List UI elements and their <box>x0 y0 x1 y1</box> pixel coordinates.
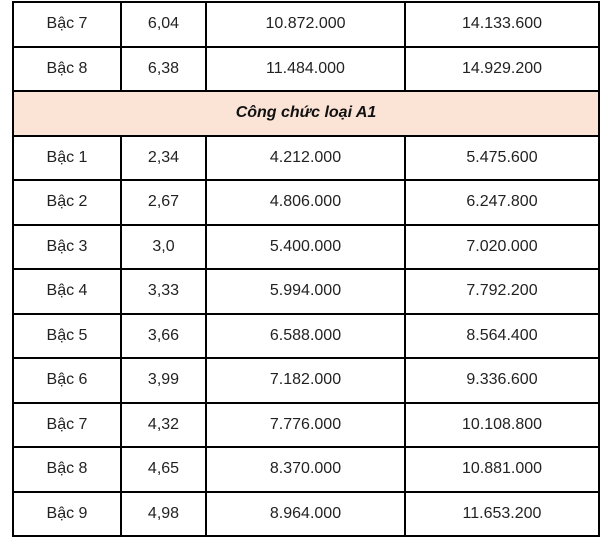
coefficient-cell: 4,32 <box>121 403 206 448</box>
coefficient-cell: 4,98 <box>121 492 206 537</box>
salary-current-cell: 5.994.000 <box>206 269 405 314</box>
table-row <box>13 225 599 270</box>
grade-cell: Bậc 5 <box>13 314 121 359</box>
coefficient-cell: 6,38 <box>121 47 206 92</box>
coefficient-cell: 3,33 <box>121 269 206 314</box>
table-row <box>13 136 599 181</box>
grade-cell: Bậc 6 <box>13 358 121 403</box>
salary-table <box>12 1 600 537</box>
grade-cell: Bậc 3 <box>13 225 121 270</box>
salary-new-cell: 7.792.200 <box>405 269 599 314</box>
grade-cell: Bậc 8 <box>13 447 121 492</box>
table-row <box>13 2 599 47</box>
grade-cell: Bậc 8 <box>13 47 121 92</box>
salary-new-cell: 8.564.400 <box>405 314 599 359</box>
grade-cell: Bậc 2 <box>13 180 121 225</box>
table-row <box>13 492 599 537</box>
salary-current-cell: 7.182.000 <box>206 358 405 403</box>
table-row <box>13 47 599 92</box>
salary-current-cell: 8.370.000 <box>206 447 405 492</box>
grade-cell: Bậc 4 <box>13 269 121 314</box>
group-header-a1: Công chức loại A1 <box>13 91 599 136</box>
table-row <box>13 180 599 225</box>
salary-new-cell: 10.108.800 <box>405 403 599 448</box>
salary-new-cell: 10.881.000 <box>405 447 599 492</box>
salary-current-cell: 11.484.000 <box>206 47 405 92</box>
salary-new-cell: 5.475.600 <box>405 136 599 181</box>
salary-current-cell: 10.872.000 <box>206 2 405 47</box>
salary-current-cell: 4.212.000 <box>206 136 405 181</box>
coefficient-cell: 3,0 <box>121 225 206 270</box>
salary-new-cell: 7.020.000 <box>405 225 599 270</box>
salary-table-container <box>12 1 598 537</box>
table-row <box>13 447 599 492</box>
group-header-row <box>13 91 599 136</box>
coefficient-cell: 3,99 <box>121 358 206 403</box>
salary-new-cell: 14.133.600 <box>405 2 599 47</box>
table-row <box>13 403 599 448</box>
coefficient-cell: 3,66 <box>121 314 206 359</box>
salary-current-cell: 8.964.000 <box>206 492 405 537</box>
grade-cell: Bậc 7 <box>13 2 121 47</box>
table-row <box>13 314 599 359</box>
salary-new-cell: 6.247.800 <box>405 180 599 225</box>
coefficient-cell: 2,67 <box>121 180 206 225</box>
table-row <box>13 269 599 314</box>
grade-cell: Bậc 7 <box>13 403 121 448</box>
salary-new-cell: 11.653.200 <box>405 492 599 537</box>
salary-current-cell: 4.806.000 <box>206 180 405 225</box>
table-row <box>13 358 599 403</box>
salary-current-cell: 6.588.000 <box>206 314 405 359</box>
salary-current-cell: 5.400.000 <box>206 225 405 270</box>
coefficient-cell: 4,65 <box>121 447 206 492</box>
grade-cell: Bậc 1 <box>13 136 121 181</box>
salary-new-cell: 14.929.200 <box>405 47 599 92</box>
grade-cell: Bậc 9 <box>13 492 121 537</box>
coefficient-cell: 6,04 <box>121 2 206 47</box>
salary-new-cell: 9.336.600 <box>405 358 599 403</box>
coefficient-cell: 2,34 <box>121 136 206 181</box>
salary-current-cell: 7.776.000 <box>206 403 405 448</box>
